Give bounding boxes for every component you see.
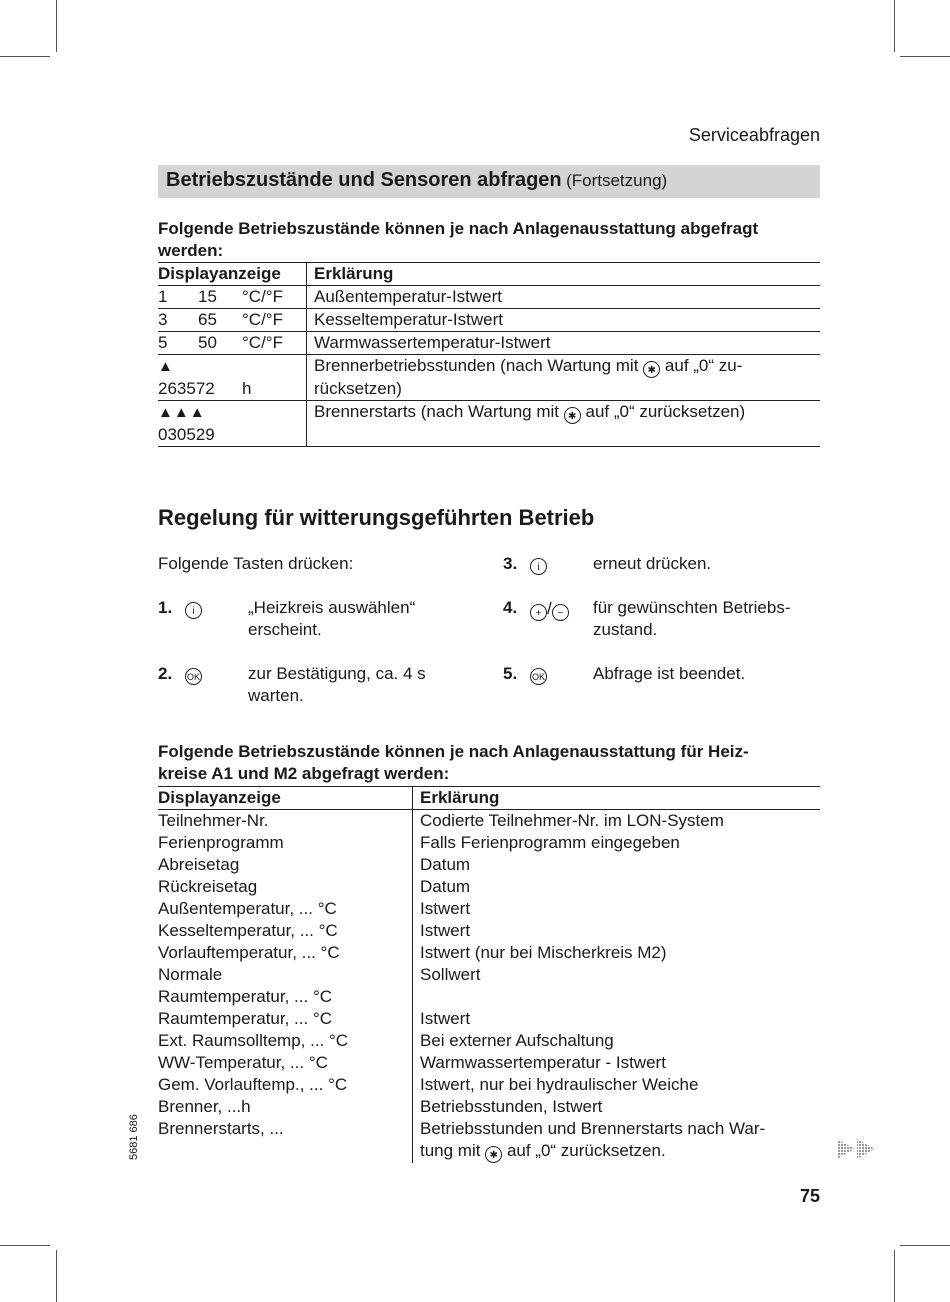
table-row xyxy=(158,1074,820,1096)
crop-mark xyxy=(56,0,57,52)
explanation: Istwert xyxy=(420,921,471,940)
section-title: Betriebszustände und Sensoren abfragen xyxy=(166,169,562,191)
step-number: 1. xyxy=(158,598,173,617)
explanation: Falls Ferienprogramm eingegeben xyxy=(420,833,680,852)
intro-line: kreise A1 und M2 abgefragt werden: xyxy=(158,764,450,783)
table1-intro: Folgende Betriebszustände können je nach Anlagenausstattung abgefragt werden: xyxy=(158,219,759,260)
reset-key-icon: ✱ xyxy=(643,361,660,378)
explanation-text: auf „0“ zurücksetzen) xyxy=(585,402,746,421)
explanation-text: auf „0“ zurücksetzen. xyxy=(506,1141,666,1160)
reset-key-icon: ✱ xyxy=(564,407,581,424)
explanation-text: rücksetzen) xyxy=(314,379,402,398)
display-label: Abreisetag xyxy=(158,854,413,876)
explanation: Warmwassertemperatur-Istwert xyxy=(314,333,551,352)
explanation: Bei externer Aufschaltung xyxy=(420,1031,614,1050)
column-header: Erklärung xyxy=(314,264,394,283)
step-number: 3. xyxy=(503,554,518,573)
display-unit: °C/°F xyxy=(242,310,283,329)
step-text-line: warten. xyxy=(248,686,304,705)
table-row xyxy=(158,1030,820,1052)
crop-mark xyxy=(900,56,950,57)
display-unit: °C/°F xyxy=(242,287,283,306)
display-label: Teilnehmer-Nr. xyxy=(158,810,413,833)
step-text-line: zur Bestätigung, ca. 4 s xyxy=(248,664,426,683)
step-1 xyxy=(158,597,172,619)
running-header: Serviceabfragen xyxy=(688,125,820,145)
step-text: Abfrage ist beendet. xyxy=(593,664,746,683)
display-value: 65 xyxy=(198,310,217,329)
plus-key-icon: + xyxy=(530,604,547,621)
crop-mark xyxy=(56,1250,57,1302)
explanation-text: tung mit xyxy=(420,1141,481,1160)
display-label: Vorlauftemperatur, ... °C xyxy=(158,942,413,964)
display-label: Außentemperatur, ... °C xyxy=(158,898,413,920)
step-text-line: für gewünschten Betriebs- xyxy=(593,598,791,617)
table-row xyxy=(158,401,820,447)
table-row xyxy=(158,986,820,1008)
explanation: Datum xyxy=(420,855,471,874)
table-row xyxy=(158,898,820,920)
step-text xyxy=(593,597,823,641)
display-code: 5 xyxy=(158,333,168,352)
minus-key-icon: − xyxy=(552,604,569,621)
explanation-text: Betriebsstunden und Brennerstarts nach War- xyxy=(420,1119,766,1138)
step-4 xyxy=(503,597,517,619)
table-row xyxy=(158,964,820,986)
step-5 xyxy=(503,663,517,685)
reset-key-icon: ✱ xyxy=(485,1146,502,1163)
explanation: Codierte Teilnehmer-Nr. im LON-System xyxy=(420,811,724,830)
explanation: Außentemperatur-Istwert xyxy=(314,287,503,306)
section-title-suffix: (Fortsetzung) xyxy=(566,171,668,190)
step-number: 2. xyxy=(158,664,173,683)
step-text-line: „Heizkreis auswählen“ xyxy=(248,598,416,617)
step-text: erneut drücken. xyxy=(593,554,712,573)
table-row xyxy=(158,920,820,942)
explanation: Istwert, nur bei hydraulischer Weiche xyxy=(420,1075,699,1094)
heating-circuit-table xyxy=(158,786,820,1163)
display-value: 263572 xyxy=(158,379,215,398)
flame-icon: ▲ xyxy=(158,358,174,375)
step-number: 5. xyxy=(503,664,518,683)
explanation-text: auf „0“ zu- xyxy=(664,356,743,375)
ok-key-icon: OK xyxy=(185,668,202,685)
explanation xyxy=(413,986,821,1008)
display-value: 030529 xyxy=(158,425,215,444)
table-row xyxy=(158,286,820,309)
explanation: Datum xyxy=(420,877,471,896)
column-header: Displayanzeige xyxy=(158,787,413,810)
table-row xyxy=(158,1008,820,1030)
explanation-text: Brennerstarts (nach Wartung mit xyxy=(314,402,560,421)
display-label: Raumtemperatur, ... °C xyxy=(158,1008,413,1030)
display-label: Rückreisetag xyxy=(158,876,413,898)
display-label: Brennerstarts, ... xyxy=(158,1118,413,1163)
display-label: Brenner, ...h xyxy=(158,1096,413,1118)
crop-mark xyxy=(900,1245,950,1246)
table-header-row xyxy=(158,787,820,810)
display-value: 15 xyxy=(198,287,217,306)
table-row xyxy=(158,854,820,876)
table-row xyxy=(158,309,820,332)
table-row xyxy=(158,810,820,833)
explanation: Warmwassertemperatur - Istwert xyxy=(420,1053,666,1072)
key-separator: / xyxy=(547,599,552,618)
crop-mark xyxy=(0,1245,50,1246)
continue-arrows-icon xyxy=(835,1138,879,1165)
display-label: Ferienprogramm xyxy=(158,832,413,854)
display-label: Ext. Raumsolltemp, ... °C xyxy=(158,1030,413,1052)
explanation: Betriebsstunden, Istwert xyxy=(420,1097,603,1116)
section2-heading: Regelung für witterungsgeführten Betrieb xyxy=(158,505,595,530)
explanation-text: Brennerbetriebsstunden (nach Wartung mit xyxy=(314,356,639,375)
step-number: 4. xyxy=(503,598,518,617)
display-label: Kesseltemperatur, ... °C xyxy=(158,920,413,942)
table-row xyxy=(158,832,820,854)
table-row xyxy=(158,332,820,355)
document-number: 5681 686 xyxy=(128,1114,140,1160)
display-unit: h xyxy=(242,379,252,398)
column-header: Erklärung xyxy=(413,787,821,810)
crop-mark xyxy=(894,0,895,52)
explanation: Kesseltemperatur-Istwert xyxy=(314,310,503,329)
explanation xyxy=(307,355,821,401)
table-row xyxy=(158,1052,820,1074)
explanation: Istwert (nur bei Mischerkreis M2) xyxy=(420,943,667,962)
section-title-bar xyxy=(158,165,820,198)
table-row xyxy=(158,355,820,401)
table-header-row xyxy=(158,263,820,286)
explanation: Sollwert xyxy=(420,965,481,984)
table-row xyxy=(158,1118,820,1163)
display-label: Raumtemperatur, ... °C xyxy=(158,986,413,1008)
ok-key-icon: OK xyxy=(530,668,547,685)
display-label: Gem. Vorlauftemp., ... °C xyxy=(158,1074,413,1096)
crop-mark xyxy=(894,1250,895,1302)
step-text-line: zustand. xyxy=(593,620,658,639)
explanation xyxy=(413,1118,821,1163)
crop-mark xyxy=(0,56,50,57)
triple-flame-icon: ▲▲▲ xyxy=(158,404,206,421)
step-text xyxy=(248,597,478,641)
explanation: Istwert xyxy=(420,1009,471,1028)
status-table xyxy=(158,262,820,447)
step-3 xyxy=(503,553,517,575)
table-row xyxy=(158,1096,820,1118)
display-code: 3 xyxy=(158,310,168,329)
step-text xyxy=(248,663,478,707)
info-key-icon: i xyxy=(185,602,202,619)
display-value: 50 xyxy=(198,333,217,352)
step-2 xyxy=(158,663,172,685)
display-label: WW-Temperatur, ... °C xyxy=(158,1052,413,1074)
explanation xyxy=(307,401,821,447)
info-key-icon: i xyxy=(530,558,547,575)
page-number: 75 xyxy=(799,1186,820,1206)
display-code: 1 xyxy=(158,287,168,306)
table2-intro xyxy=(158,741,820,785)
steps-lead: Folgende Tasten drücken: xyxy=(158,554,354,573)
explanation: Istwert xyxy=(420,899,471,918)
table-row xyxy=(158,942,820,964)
intro-line: Folgende Betriebszustände können je nach Anlagenausstattung für Heiz- xyxy=(158,742,749,761)
step-text-line: erscheint. xyxy=(248,620,322,639)
display-label: Normale xyxy=(158,964,413,986)
column-header: Displayanzeige xyxy=(158,263,307,286)
table-row xyxy=(158,876,820,898)
display-unit: °C/°F xyxy=(242,333,283,352)
